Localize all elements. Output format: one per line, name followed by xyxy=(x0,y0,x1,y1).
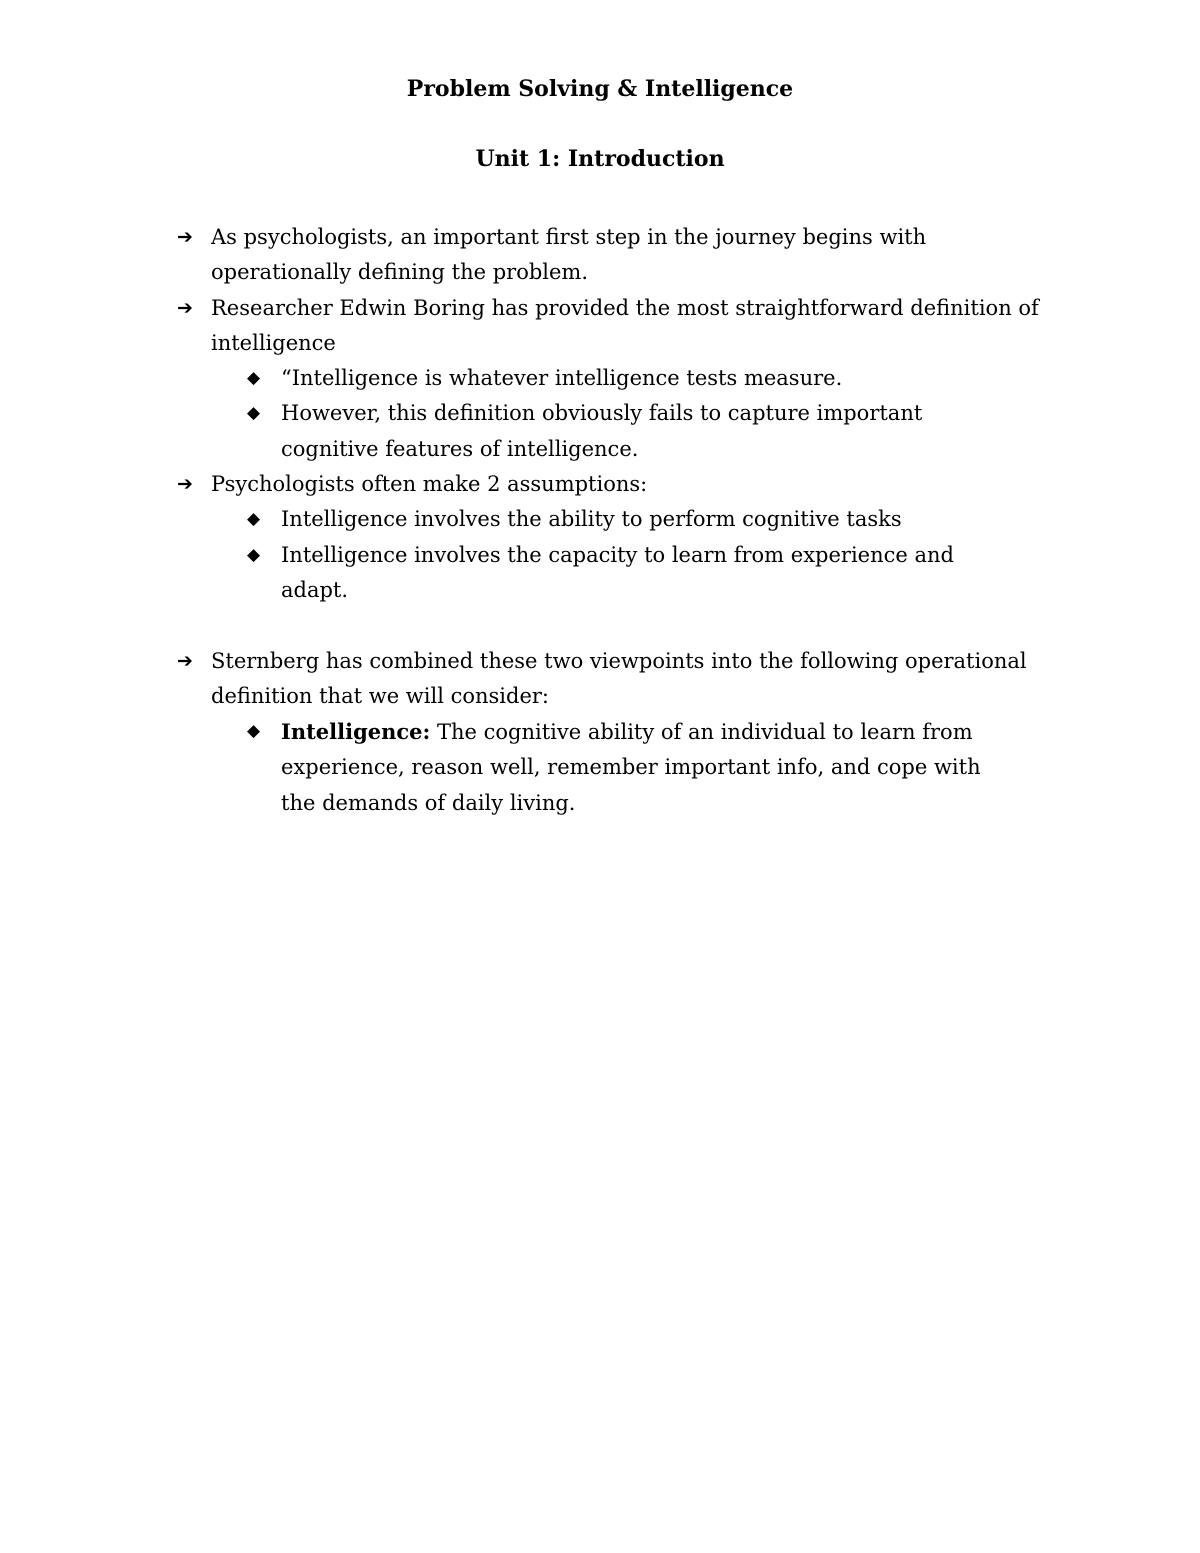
bullet-item xyxy=(177,644,1061,715)
arrow-bullet-icon: ➔ xyxy=(177,473,193,496)
diamond-bullet-icon: ◆ xyxy=(247,544,261,565)
bullet-item xyxy=(177,467,1061,502)
sub-bullet-item xyxy=(247,361,1021,396)
diamond-bullet-icon: ◆ xyxy=(247,721,261,742)
paragraph-gap xyxy=(0,608,1200,643)
sub-bullet-text: However, this definition obviously fails to capture important cognitive features of intelligence. xyxy=(281,401,923,461)
diamond-bullet-icon: ◆ xyxy=(247,403,261,424)
sub-bullet-text: Intelligence involves the capacity to learn from experience and adapt. xyxy=(281,542,954,602)
diamond-bullet-icon: ◆ xyxy=(247,509,261,530)
definition-term: Intelligence: xyxy=(281,719,431,745)
sub-bullet-item xyxy=(247,502,1021,537)
sub-bullet-item xyxy=(247,396,1021,467)
bullet-item xyxy=(177,291,1061,362)
arrow-bullet-icon: ➔ xyxy=(177,226,193,248)
diamond-bullet-icon: ◆ xyxy=(247,368,261,389)
bullet-text: Psychologists often make 2 assumptions: xyxy=(211,472,648,497)
definition-text: The cognitive ability of an individual to learn from experience, reason well, remember important info, and cope with the demands of daily living. xyxy=(281,720,981,815)
bullet-list xyxy=(0,220,1200,821)
arrow-bullet-icon: ➔ xyxy=(177,296,193,319)
bullet-text: As psychologists, an important first step in the journey begins with operationally defining the problem. xyxy=(211,225,927,285)
sub-bullet-item xyxy=(247,714,1021,821)
bullet-text: Sternberg has combined these two viewpoints into the following operational definition that we will consider: xyxy=(211,648,1027,708)
bullet-text: Researcher Edwin Boring has provided the most straightforward definition of intelligence xyxy=(211,295,1039,355)
arrow-bullet-icon: ➔ xyxy=(177,649,193,672)
bullet-item xyxy=(177,220,1061,291)
sub-bullet-text: Intelligence involves the ability to perform cognitive tasks xyxy=(281,507,902,532)
sub-bullet-item xyxy=(247,538,1021,609)
document-title: Problem Solving & Intelligence xyxy=(406,76,794,102)
sub-bullet-text: “Intelligence is whatever intelligence tests measure. xyxy=(281,366,843,391)
document-subtitle: Unit 1: Introduction xyxy=(475,146,725,172)
